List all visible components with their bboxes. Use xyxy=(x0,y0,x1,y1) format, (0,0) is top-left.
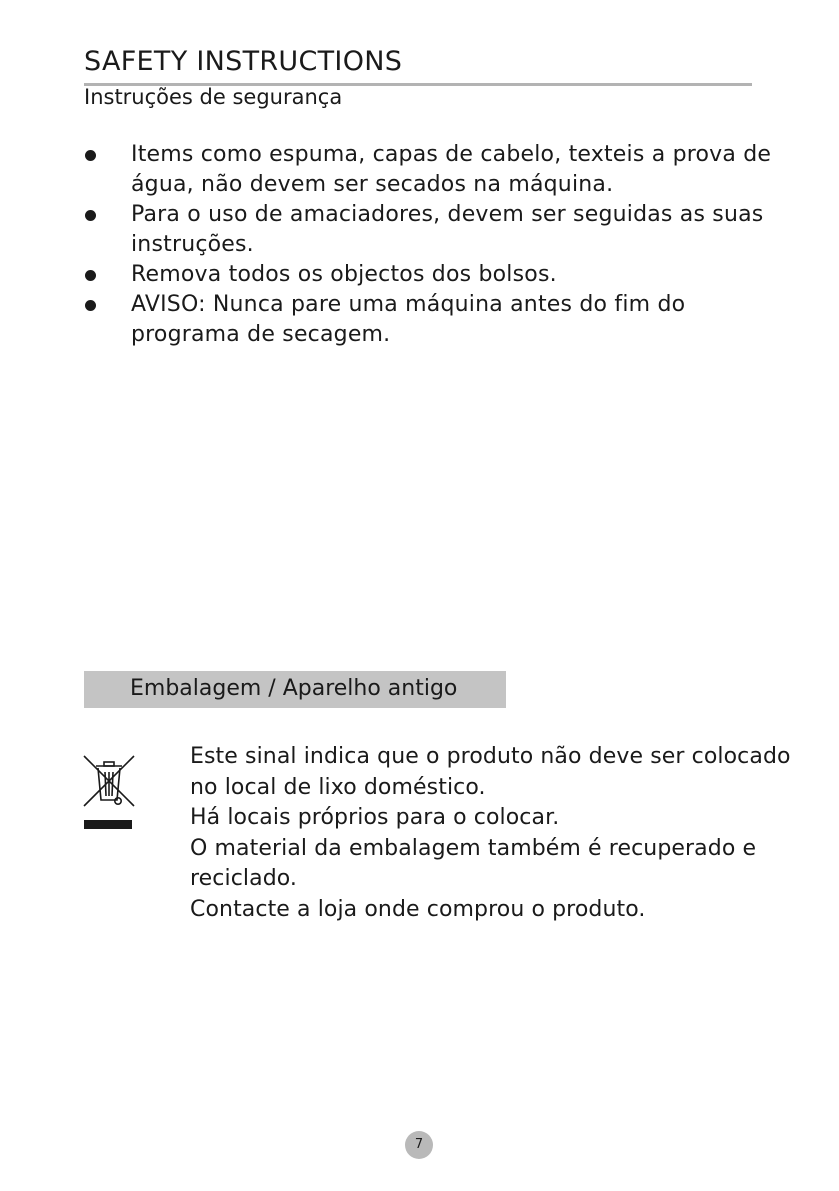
section-heading: Embalagem / Aparelho antigo xyxy=(130,676,458,701)
list-item xyxy=(84,290,774,350)
weee-crossed-bin-icon xyxy=(82,752,136,830)
packaging-section-header xyxy=(84,671,506,708)
notice-line: Este sinal indica que o produto não deve ser colocado xyxy=(190,744,791,769)
list-item xyxy=(84,140,774,200)
disposal-notice xyxy=(190,742,791,925)
safety-instructions-list xyxy=(84,140,774,350)
bullet-icon xyxy=(85,270,96,281)
list-item xyxy=(84,260,774,290)
notice-line: O material da embalagem também é recuperado e xyxy=(190,835,757,861)
notice-line: Contacte a loja onde comprou o produto. xyxy=(190,896,646,922)
notice-line: reciclado. xyxy=(190,866,298,891)
list-item-text: Items como espuma, capas de cabelo, texteis a prova de água, não devem ser secados na máquina. xyxy=(131,142,772,197)
notice-line: Há locais próprios para o colocar. xyxy=(190,805,560,830)
page-subtitle: Instruções de segurança xyxy=(84,85,343,109)
bullet-icon xyxy=(85,150,96,161)
page-title: SAFETY INSTRUCTIONS xyxy=(84,46,403,77)
list-item-text: AVISO: Nunca pare uma máquina antes do fim do programa de secagem. xyxy=(131,292,686,347)
list-item xyxy=(84,200,774,260)
list-item-text: Remova todos os objectos dos bolsos. xyxy=(131,262,557,287)
bullet-icon xyxy=(85,210,96,221)
page-number-badge: 7 xyxy=(405,1131,433,1159)
list-item-text: Para o uso de amaciadores, devem ser seguidas as suas instruções. xyxy=(131,202,764,257)
bullet-icon xyxy=(85,300,96,311)
notice-line: no local de lixo doméstico. xyxy=(190,774,486,800)
